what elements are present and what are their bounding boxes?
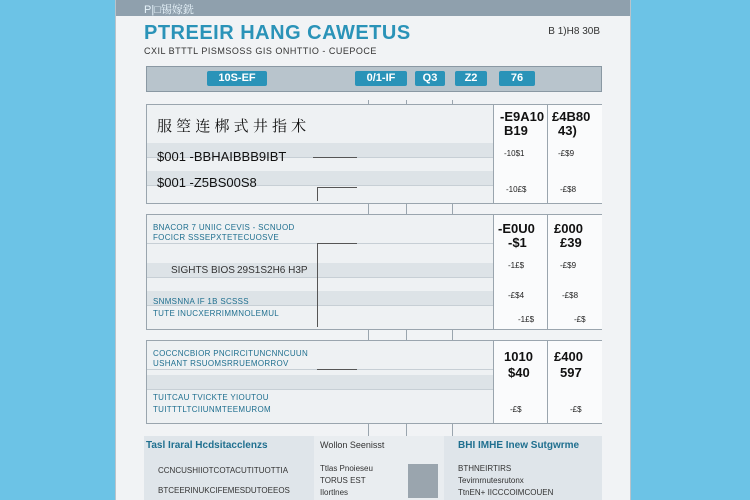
header-pill-2: 0/1-IF: [355, 71, 407, 86]
section-3-values-left: 1010 $40 -£$: [493, 341, 548, 423]
form-subtitle: CXIL BTTTL PISMSOSS GIS ONHTTIO - CUEPOCE: [144, 46, 377, 56]
section-2-sub: FOCICR SSSEPXTETECUOSVE: [153, 233, 280, 242]
footer-col-3-heading: BHI IMHE Inew Sutgwrme: [458, 440, 580, 451]
section-2-values-right: £000 £39 -£$9 -£$8 -£$: [547, 215, 602, 329]
form-sheet: [116, 0, 630, 500]
section-3-line-2: TUITTTLTCIIUNMTEEMUROM: [153, 405, 271, 414]
section-2-line-2: 29S1S2H6 H3P: [237, 265, 308, 276]
section-2: [146, 214, 602, 330]
section-1-line-1: $001 -BBHAIBBB9IBT: [157, 149, 287, 164]
form-footer: [144, 436, 602, 500]
section-1-heading: 服 箜 连 梆 式 井 指 术: [157, 118, 307, 135]
header-pill-1: 10S-EF: [207, 71, 267, 86]
section-1-values-right: £4B80 43) -£$9 -£$8: [547, 105, 602, 203]
section-2-line-4: TUTE INUCXERRIMMNOLEMUL: [153, 309, 280, 318]
header-pill-3: Q3: [415, 71, 445, 86]
section-3-heading: COCCNCBIOR PNCIRCITUNCNNCUUN: [153, 349, 309, 358]
footer-col-1-heading: Tasl Iraral Hcdsitacclenzs: [146, 440, 268, 451]
header-pill-5: 76: [499, 71, 535, 86]
footer-col-1: Tasl Iraral Hcdsitacclenzs CCNCUSHIIOTCOTACUTITUOTTIA BTCEERINUKCIFEMESDUTOEEOS: [146, 440, 290, 495]
footer-col-3: BHI IMHE Inew Sutgwrme BTHNEIRTIRS Tevirnrnutesrutonx TtnEN+ IICCCOIMCOUEN: [458, 440, 580, 497]
header-pill-4: Z2: [455, 71, 487, 86]
section-1: [146, 104, 602, 204]
section-3-values-right: £400 597 -£$: [547, 341, 602, 423]
column-header-bar: [146, 66, 602, 92]
form-title: PTREEIR HANG CAWETUS: [144, 22, 411, 44]
section-3-sub: USHANT RSUOMSRRUEMORROV: [153, 359, 289, 368]
section-3-line-1: TUITCAU TVICKTE YIOUTOU: [153, 393, 269, 402]
footer-col-2: Wollon Seenisst Ttlas Pnoieseu TORUS EST Ilortlnes: [314, 436, 444, 500]
brand-label: P|□锡嫁銑: [144, 4, 194, 16]
section-1-values-left: -E9A10 B19 -10$1 -10£$: [493, 105, 548, 203]
section-1-line-2: $001 -Z5BS00S8: [157, 175, 257, 190]
section-3: [146, 340, 602, 424]
section-2-line-1: SIGHTS BIOS: [171, 265, 235, 276]
form-reference: B 1)H8 30B: [548, 26, 600, 37]
section-2-values-left: -E0U0 -$1 -1£$ -£$4 -1£$: [493, 215, 548, 329]
section-2-line-3: SNMSNNA IF 1B SCSSS: [153, 297, 249, 306]
footer-col-2-heading: Wollon Seenisst: [320, 440, 385, 450]
top-bar: [116, 0, 630, 16]
section-2-heading: BNACOR 7 UNIIC CEVIS - SCNUOD: [153, 223, 295, 232]
